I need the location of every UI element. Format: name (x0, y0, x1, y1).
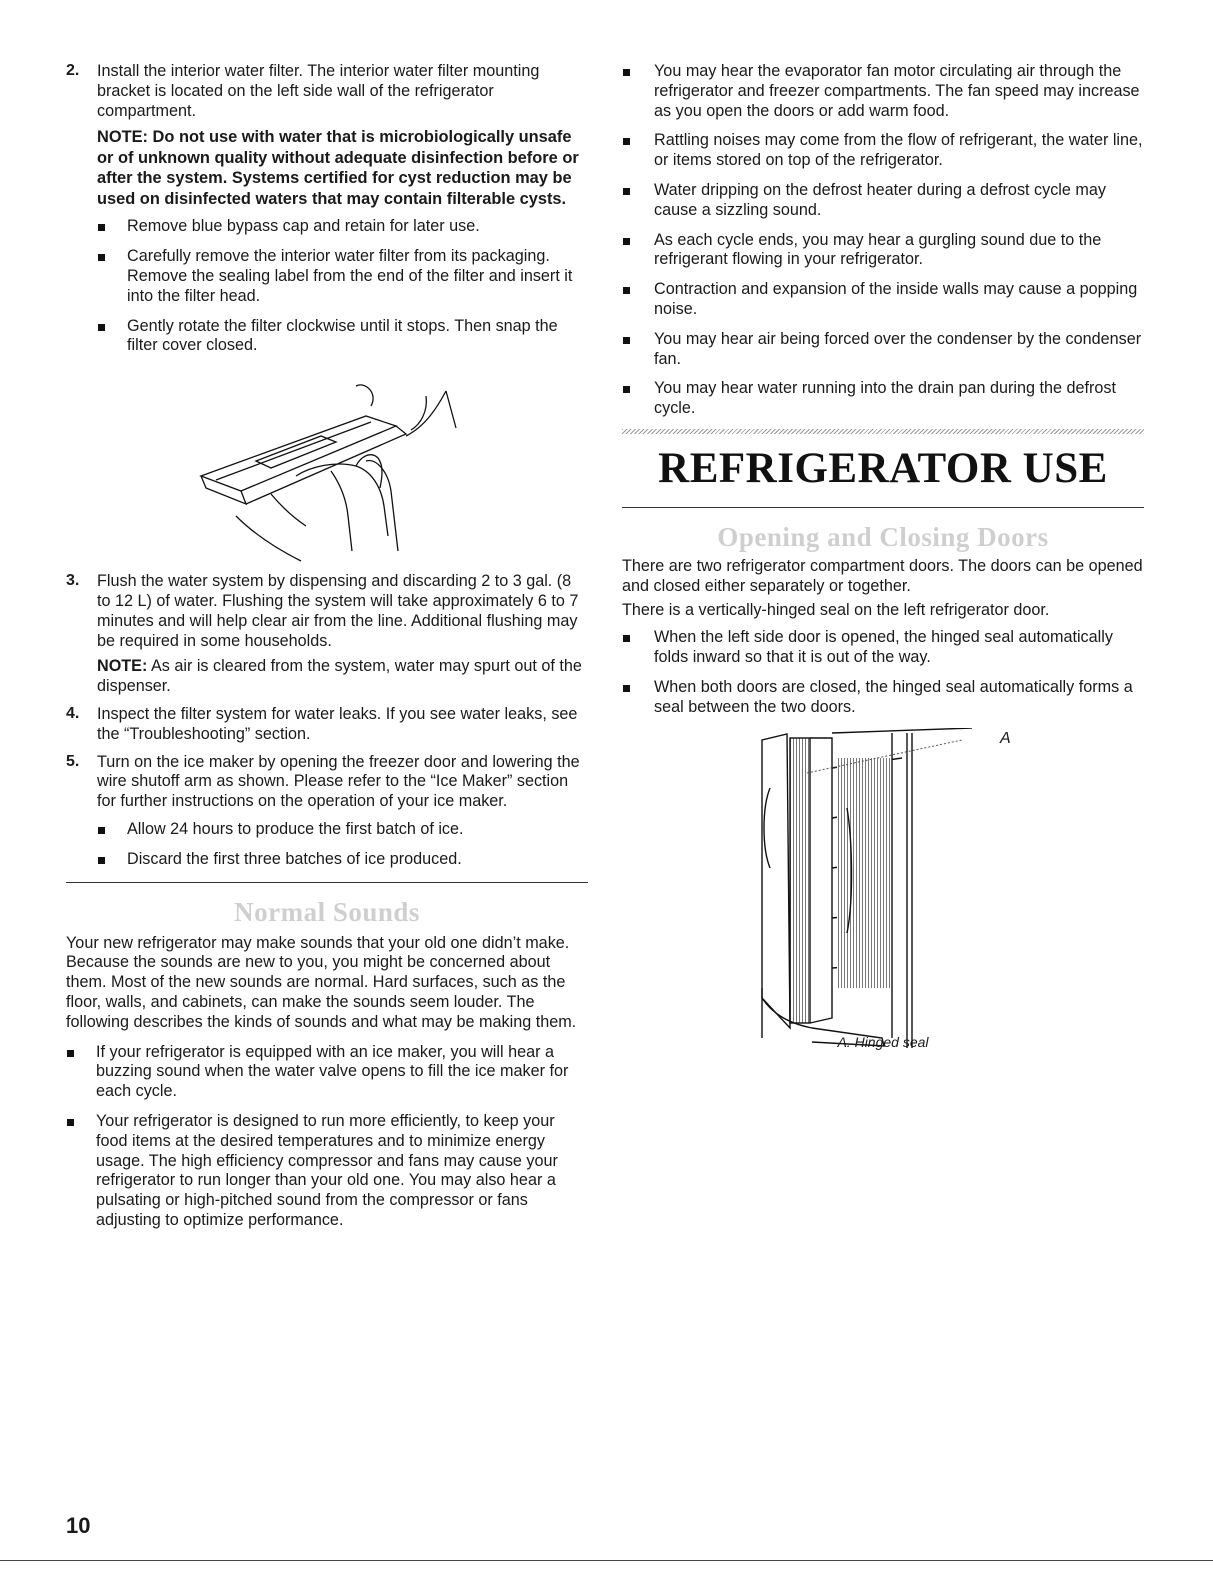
bullet-icon (98, 224, 105, 231)
bullet-icon (623, 635, 630, 642)
bullet-icon (623, 386, 630, 393)
figure-caption: A. Hinged seal (837, 1033, 929, 1050)
step-3 (66, 572, 588, 651)
doors-paragraph-2: There is a vertically-hinged seal on the left refrigerator door. (622, 600, 1050, 619)
bullet-icon (623, 337, 630, 344)
step-number: 2. (66, 62, 80, 79)
warning-note: NOTE: Do not use with water that is microbiologically unsafe or of unknown quality without adequate disinfection before or after the system. Systems certified for cyst reduction may be used on disinfected waters that may contain filterable cysts. (97, 128, 579, 208)
intro-paragraph: Your new refrigerator may make sounds that your old one didn’t make. Because the sounds are new to you, you might be concerned about them. Most of the new sounds are normal. Hard surfaces, such as the floor, walls, and cabinets, can make the sounds seem louder. The following describes the kinds of sounds and what may be making them. (66, 933, 577, 1031)
step-2-bullets (97, 217, 588, 356)
section-divider (622, 507, 1144, 508)
step-5 (66, 753, 588, 812)
callout-label: A (1000, 729, 1011, 747)
hatched-divider (622, 429, 1144, 434)
doors-paragraph-1: There are two refrigerator compartment doors. The doors can be opened and closed either separately or together. (622, 556, 1143, 595)
door-figure (622, 728, 1144, 1058)
bullet-icon (623, 685, 630, 692)
list-item: Allow 24 hours to produce the first batch of ice. (97, 820, 588, 840)
bullet-icon (623, 69, 630, 76)
bullet-icon (67, 1119, 74, 1126)
step-number: 5. (66, 752, 80, 770)
list-item: Contraction and expansion of the inside walls may cause a popping noise. (622, 280, 1144, 320)
step-number: 4. (66, 704, 80, 722)
right-column (622, 62, 1144, 1058)
list-item: Carefully remove the interior water filter from its packaging. Remove the sealing label from the end of the filter and insert it into the filter head. (97, 247, 588, 306)
water-filter-illustration (66, 366, 588, 566)
bullet-icon (623, 188, 630, 195)
step-2 (66, 62, 588, 121)
step-text: Install the interior water filter. The interior water filter mounting bracket is located on the left side wall of the refrigerator compartment. (97, 62, 540, 120)
list-item: Water dripping on the defrost heater during a defrost cycle may cause a sizzling sound. (622, 181, 1144, 221)
chapter-title: REFRIGERATOR USE (658, 444, 1108, 492)
bullet-icon (98, 324, 105, 331)
bullet-icon (623, 238, 630, 245)
list-item: When the left side door is opened, the hinged seal automatically folds inward so that it is out of the way. (622, 628, 1144, 668)
step-text: Flush the water system by dispensing and discarding 2 to 3 gal. (8 to 12 L) of water. Flushing the system will take approximately 6 to 7 minutes and will help clear air from the line. Additional flushing may be required in some households. (97, 572, 579, 650)
list-item: You may hear water running into the drain pan during the defrost cycle. (622, 379, 1144, 419)
bullet-icon (623, 287, 630, 294)
step-number: 3. (66, 572, 80, 590)
left-column (66, 62, 588, 1241)
doors-bullets (622, 628, 1144, 717)
list-item: Gently rotate the filter clockwise until it stops. Then snap the filter cover closed. (97, 317, 588, 357)
bullet-icon (98, 827, 105, 834)
section-divider (66, 882, 588, 883)
step-5-bullets (97, 820, 588, 870)
bullet-icon (623, 138, 630, 145)
list-item: Your refrigerator is designed to run more efficiently, to keep your food items at the desired temperatures and to minimize energy usage. The high efficiency compressor and fans may cause your refrigerator to run longer than your old one. You may also hear a pulsating or high-pitched sound from the compressor or fans adjusting to optimize performance. (66, 1112, 588, 1231)
step-4 (66, 705, 588, 745)
section-heading: Normal Sounds (234, 896, 420, 927)
list-item: If your refrigerator is equipped with an ice maker, you will hear a buzzing sound when the water valve opens to fill the ice maker for each cycle. (66, 1043, 588, 1102)
sounds-bullets (66, 1043, 588, 1231)
hinged-seal-illustration (622, 728, 1144, 1048)
list-item: You may hear air being forced over the condenser by the condenser fan. (622, 330, 1144, 370)
step-text: Inspect the filter system for water leaks. If you see water leaks, see the “Troubleshooting” section. (97, 704, 578, 743)
list-item: When both doors are closed, the hinged seal automatically forms a seal between the two doors. (622, 678, 1144, 718)
footer-rule (0, 1560, 1213, 1561)
section-heading: Opening and Closing Doors (717, 521, 1049, 552)
bullet-icon (67, 1050, 74, 1057)
page-number: 10 (66, 1513, 91, 1538)
list-item: Rattling noises may come from the flow of refrigerant, the water line, or items stored on top of the refrigerator. (622, 131, 1144, 171)
list-item: Discard the first three batches of ice produced. (97, 850, 588, 870)
bullet-icon (98, 857, 105, 864)
sounds-bullets-continued (622, 62, 1144, 419)
bullet-icon (98, 254, 105, 261)
list-item: As each cycle ends, you may hear a gurgling sound due to the refrigerant flowing in your refrigerator. (622, 231, 1144, 271)
flush-note: NOTE: As air is cleared from the system, water may spurt out of the dispenser. (97, 657, 582, 696)
list-item: Remove blue bypass cap and retain for later use. (97, 217, 588, 237)
list-item: You may hear the evaporator fan motor circulating air through the refrigerator and freezer compartments. The fan speed may increase as you open the doors or add warm food. (622, 62, 1144, 121)
step-text: Turn on the ice maker by opening the freezer door and lowering the wire shutoff arm as shown. Please refer to the “Ice Maker” section for further instructions on the operation of your ice maker. (97, 752, 580, 811)
